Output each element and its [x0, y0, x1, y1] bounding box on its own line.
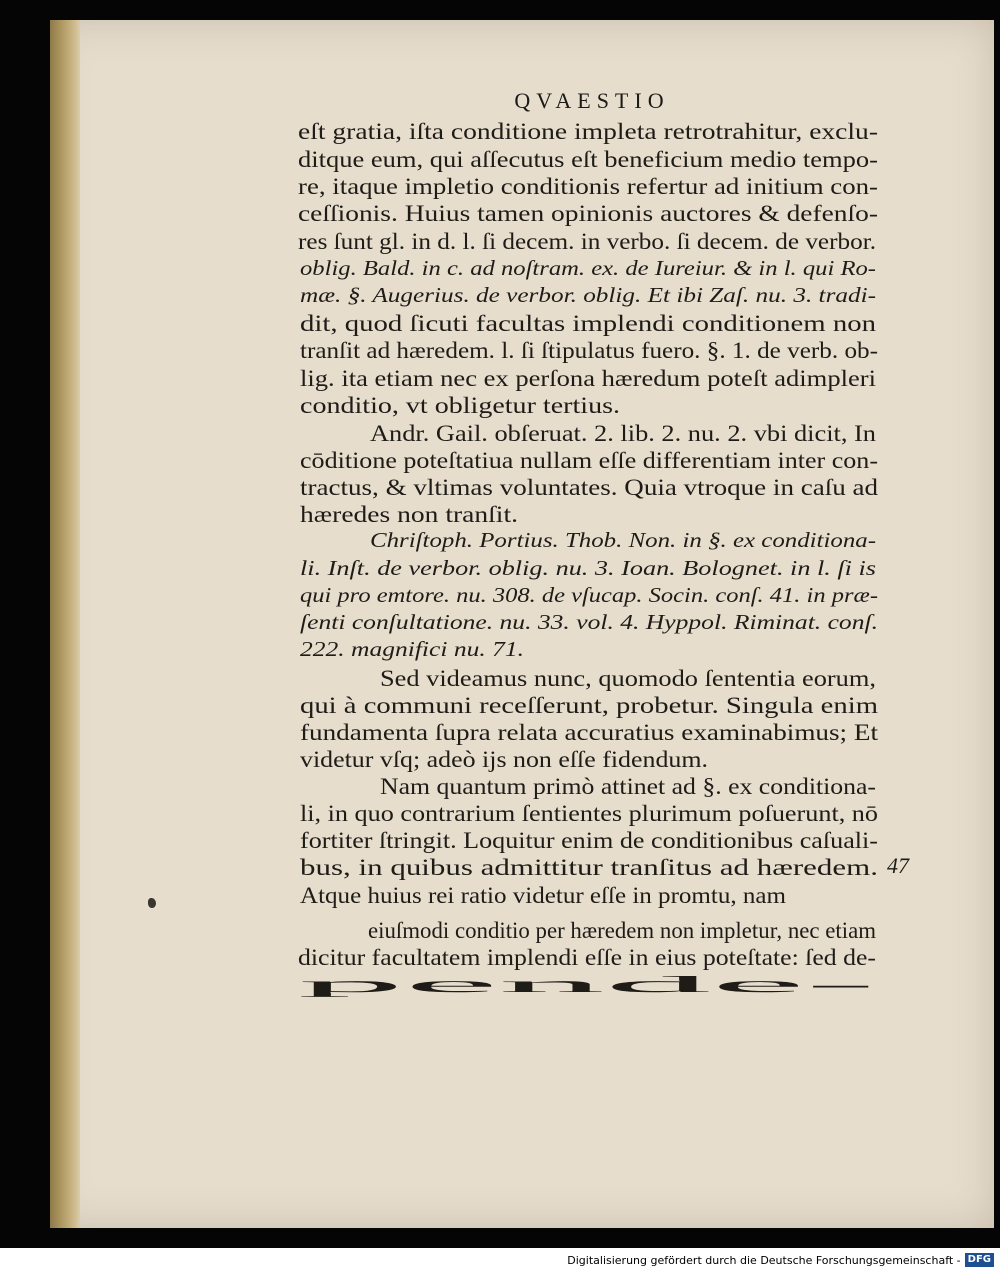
footer-credit: Digitalisierung gefördert durch die Deutsche Forschungsgemeinschaft -	[567, 1253, 961, 1267]
text-line: res ſunt gl. in d. l. ſi decem. in verbo. ſi decem. de verbor.	[298, 229, 876, 254]
text-line: videtur vſq; adeò ijs non eſſe fidendum.	[300, 747, 708, 772]
text-line: ceſſionis. Huius tamen opinionis auctores & defenſo-	[298, 201, 878, 226]
text-line: li, in quo contrarium ſentientes plurimum poſuerunt, nō	[300, 801, 878, 826]
text-line: hæredes non tranſit.	[300, 502, 518, 527]
text-line: re, itaque impletio conditionis refertur ad initium con-	[298, 174, 878, 199]
text-line: cōditione poteſtatiua nullam eſſe differentiam inter con-	[300, 448, 878, 473]
text-line: mæ. §. Augerius. de verbor. oblig. Et ibi Zaſ. nu. 3. tradi-	[300, 283, 876, 307]
text-line: oblig. Bald. in c. ad noſtram. ex. de Iureiur. & in l. qui Ro-	[300, 256, 876, 280]
text-line: qui à communi receſſerunt, probetur. Singula enim	[300, 693, 878, 718]
text-line: pende-	[298, 972, 876, 997]
ink-speck	[148, 898, 156, 908]
text-line: li. Inſt. de verbor. oblig. nu. 3. Ioan. Bolognet. in l. ſi is	[300, 556, 876, 580]
text-line: Andr. Gail. obſeruat. 2. lib. 2. nu. 2. vbi dicit, In	[370, 421, 876, 446]
running-head: QVAESTIO	[514, 88, 670, 113]
text-line: fortiter ſtringit. Loquitur enim de conditionibus caſuali-	[300, 828, 878, 853]
text-line: Atque huius rei ratio videtur eſſe in promtu, nam	[300, 883, 786, 908]
text-line: Nam quantum primò attinet ad §. ex conditiona-	[380, 774, 876, 799]
text-line: lig. ita etiam nec ex perſona hæredum poteſt adimpleri	[300, 366, 876, 391]
text-line: bus, in quibus admittitur tranſitus ad hæredem.	[300, 855, 878, 880]
text-line: tractus, & vltimas voluntates. Quia vtroque in caſu ad	[300, 475, 878, 500]
text-line: Chriſtoph. Portius. Thob. Non. in §. ex conditiona-	[370, 528, 876, 552]
text-line: 222. magnifici nu. 71.	[300, 637, 524, 661]
text-line: ſenti conſultatione. nu. 33. vol. 4. Hyppol. Riminat. conſ.	[300, 610, 878, 634]
footer	[567, 1252, 994, 1268]
text-line: eiuſmodi conditio per hæredem non impletur, nec etiam	[368, 918, 876, 943]
text-line: dicitur facultatem implendi eſſe in eius poteſtate: ſed de-	[298, 945, 876, 970]
dfg-logo: DFG	[965, 1253, 994, 1267]
text-line: tranſit ad hæredem. l. ſi ſtipulatus fuero. §. 1. de verb. ob-	[300, 338, 878, 363]
text-line: fundamenta ſupra relata accuratius examinabimus; Et	[300, 720, 878, 745]
marginal-number: 47	[887, 853, 909, 878]
text-line: dit, quod ſicuti facultas implendi conditionem non	[300, 311, 876, 336]
text-line: eſt gratia, iſta conditione impleta retrotrahitur, exclu-	[298, 119, 878, 144]
page-spine-edge	[50, 20, 80, 1228]
text-line: ditque eum, qui aſſecutus eſt beneficium medio tempo-	[298, 147, 878, 172]
text-line: Sed videamus nunc, quomodo ſententia eorum,	[380, 666, 876, 691]
text-line: conditio, vt obligetur tertius.	[300, 393, 620, 418]
text-line: qui pro emtore. nu. 308. de vſucap. Socin. conſ. 41. in præ-	[300, 583, 878, 607]
